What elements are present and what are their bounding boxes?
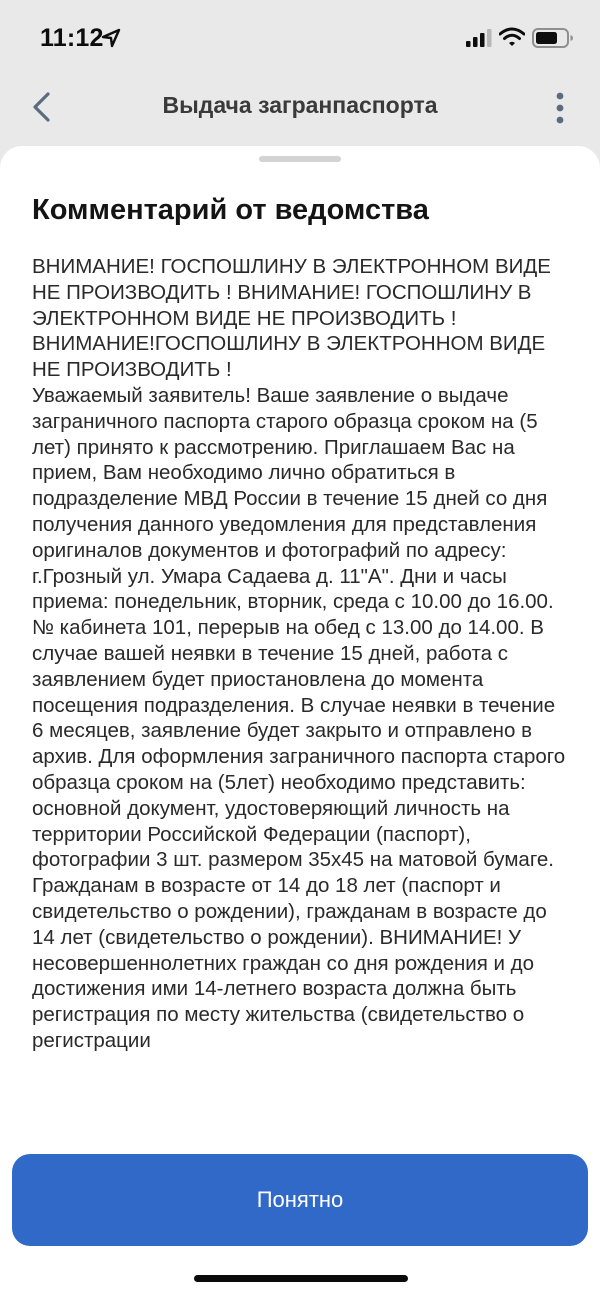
status-bar [0, 0, 600, 76]
status-time: 11:12 [40, 24, 104, 52]
page-title: Выдача загранпаспорта [162, 92, 438, 118]
sheet-grabber-handle[interactable] [259, 156, 341, 162]
got-it-button[interactable]: Понятно [12, 1154, 588, 1246]
navigation-bar [0, 76, 600, 140]
location-arrow-icon [100, 27, 122, 49]
comment-text: ВНИМАНИЕ! ГОСПОШЛИНУ В ЭЛЕКТРОННОМ ВИДЕ НЕ ПРОИЗВОДИТЬ ! ВНИМАНИЕ! ГОСПОШЛИНУ В ЭЛЕКТРОННОМ ВИДЕ НЕ ПРОИЗВОДИТЬ ! ВНИМАНИЕ!ГОСПОШЛИНУ В ЭЛЕКТРОННОМ ВИДЕ НЕ ПРОИЗВОДИТЬ ! Уважаемый заявитель! Ваше заявление о выдаче заграничного паспорта старого образца сроком на (5 лет) принято к рассмотрению. Приглашаем Вас на прием, Вам необходимо лично обратиться в подразделение МВД России в течение 15 дней со дня получения данного уведомления для представления оригиналов документов и фотографий по адресу: г.Грозный ул. Умара Садаева д. 11"А". Дни и часы приема: понедельник, вторник, среда с 10.00 до 16.00. № кабинета 101, перерыв на обед с 13.00 до 14.00. В случае вашей неявки в течение 15 дней, работа с заявлением будет приостановлена до момента посещения подразделения. В случае неявки в течение 6 месяцев, заявление будет закрыто и отправлено в архив. Для оформления заграничного паспорта старого образца сроком на (5лет) необходимо представить: основной документ, удостоверяющий личность на территории Российской Федерации (паспорт), фотографии 3 шт. размером 35х45 на матовой бумаге. Гражданам в возрасте от 14 до 18 лет (паспорт и свидетельство о рождении), гражданам в возрасте до 14 лет (свидетельство о рождении). ВНИМАНИЕ! У несовершеннолетних граждан со дня рождения и до достижения ими 14-летнего возраста должна быть регистрация по месту жительства (свидетельство о регистрации [32, 255, 566, 1052]
more-vertical-icon[interactable] [550, 90, 570, 126]
sheet-title: Комментарий от ведомства [32, 194, 429, 226]
home-indicator[interactable] [194, 1275, 408, 1282]
bottom-sheet [0, 146, 600, 1297]
wifi-icon [499, 27, 525, 47]
battery-icon [532, 27, 574, 49]
cellular-signal-icon [466, 29, 492, 47]
